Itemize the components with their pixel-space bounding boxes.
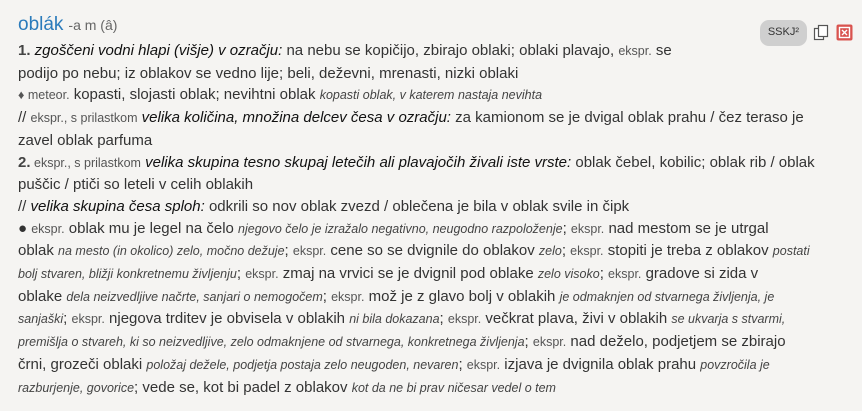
entry-line bbox=[18, 308, 844, 331]
explanation: povzročila je bbox=[700, 357, 770, 372]
usage-label: ekspr. bbox=[532, 335, 567, 350]
entry-line bbox=[18, 377, 844, 400]
entry-line bbox=[18, 84, 844, 107]
entry-line bbox=[18, 152, 844, 175]
example-text: kopasti, slojasti oblak; nevihtni oblak bbox=[69, 86, 320, 104]
example-text: podijo po nebu; iz oblakov se vedno lije; beli, deževni, mrenasti, nizki oblaki bbox=[18, 64, 519, 82]
example-text: ; bbox=[63, 310, 72, 328]
example-text: oblak bbox=[18, 242, 59, 260]
example-text: črni, grozeči oblaki bbox=[18, 355, 147, 373]
example-text: // bbox=[18, 109, 31, 127]
explanation: razburjenje, govorice bbox=[18, 380, 135, 395]
usage-label: ekspr. bbox=[245, 267, 279, 282]
example-text: ; bbox=[322, 287, 332, 305]
headword[interactable]: oblák bbox=[18, 14, 64, 35]
example-text: // bbox=[18, 197, 31, 215]
entry-line bbox=[18, 63, 844, 85]
explanation: postati bbox=[772, 244, 810, 259]
entry-line bbox=[18, 240, 844, 263]
example-text: večkrat plava, živi v oblakih bbox=[481, 310, 672, 328]
example-text: izjava je dvignila oblak prahu bbox=[500, 355, 701, 373]
entry-line bbox=[18, 40, 844, 63]
usage-label: ekspr. bbox=[331, 289, 365, 304]
example-text: cene so se dvignile do oblakov bbox=[326, 242, 539, 260]
explanation: je odmaknjen od stvarnega življenja, je bbox=[559, 289, 775, 304]
entry-line bbox=[18, 354, 844, 377]
explanation: njegovo čelo je izražalo negativno, neugodno razpoloženje bbox=[238, 221, 563, 236]
explanation: sanjaški bbox=[18, 312, 64, 327]
usage-label: ekspr. bbox=[570, 221, 605, 236]
close-icon[interactable] bbox=[836, 24, 853, 41]
example-text: ; bbox=[561, 242, 571, 260]
definition: velika skupina tesno skupaj letečih ali plavajočih živali iste vrste: bbox=[140, 153, 572, 171]
entry-line bbox=[18, 130, 844, 152]
entry-line bbox=[18, 331, 844, 354]
example-text: oblak mu je legel na čelo bbox=[64, 219, 239, 237]
entry-line bbox=[18, 218, 844, 241]
usage-label: ♦ meteor. bbox=[18, 88, 70, 103]
usage-label: ekspr. bbox=[570, 244, 604, 259]
example-text: ; bbox=[458, 355, 467, 373]
example-text: ; bbox=[439, 310, 448, 328]
example-text: oblak čebel, kobilic; oblak rib / oblak bbox=[571, 153, 815, 171]
usage-label: ekspr. bbox=[466, 357, 501, 372]
entry-body bbox=[18, 40, 844, 399]
explanation: kopasti oblak, v katerem nastaja nevihta bbox=[319, 88, 543, 103]
example-text: se bbox=[651, 42, 672, 59]
example-text: njegova trditev je obvisela v oblakih bbox=[104, 310, 350, 328]
example-text: ; bbox=[599, 265, 609, 283]
explanation: bolj stvaren, bližji konkretnemu življenju bbox=[18, 267, 237, 282]
definition: velika količina, množina delcev česa v ozračju: bbox=[137, 109, 451, 127]
entry-line bbox=[18, 174, 844, 196]
example-text: ; bbox=[284, 242, 293, 260]
example-text: za kamionom se je dvigal oblak prahu / čez teraso je bbox=[450, 109, 804, 127]
source-badge[interactable]: SSKJ² bbox=[760, 20, 807, 46]
explanation: dela neizvedljive načrte, sanjari o nemogočem bbox=[66, 289, 323, 304]
example-text: ; bbox=[236, 265, 246, 283]
explanation: na mesto (in okolico) zelo, močno dežuje bbox=[58, 244, 285, 259]
explanation: premišlja o stvareh, ki so neizvedljive, zelo odmaknjene od stvarnega, konkretnega življenja bbox=[18, 335, 525, 350]
example-text: ; vede se, kot bi padel z oblakov bbox=[134, 378, 352, 396]
entry-header bbox=[18, 14, 844, 40]
example-text: zavel oblak parfuma bbox=[18, 131, 153, 149]
example-text: odkrili so nov oblak zvezd / oblečena je bila v oblak svile in čipk bbox=[204, 197, 630, 215]
copy-icon[interactable] bbox=[813, 24, 830, 41]
example-text: na nebu se kopičijo, zbirajo oblaki; oblaki plavajo, bbox=[282, 42, 619, 59]
example-text: oblake bbox=[18, 287, 67, 305]
explanation: se ukvarja s stvarmi, bbox=[671, 312, 786, 327]
explanation: zelo bbox=[538, 244, 562, 259]
explanation: kot da ne bi prav ničesar vedel o tem bbox=[351, 380, 556, 395]
example-text: stopiti je treba z oblakov bbox=[603, 242, 773, 260]
example-text: mož je z glavo bolj v oblakih bbox=[364, 287, 560, 305]
explanation: zelo visoko bbox=[537, 267, 600, 282]
usage-label: ekspr. bbox=[447, 312, 482, 327]
example-text: ; bbox=[562, 219, 571, 237]
entry-line bbox=[18, 263, 844, 286]
example-text: nad deželo, podjetjem se zbirajo bbox=[566, 333, 786, 351]
usage-label: ekspr., s prilastkom bbox=[30, 111, 138, 126]
usage-label: ekspr. bbox=[31, 221, 65, 236]
entry-line bbox=[18, 107, 844, 130]
example-text: nad mestom se je utrgal bbox=[604, 219, 769, 237]
usage-label: ekspr. bbox=[618, 44, 652, 58]
usage-label: ekspr., s prilastkom bbox=[30, 155, 141, 170]
usage-label: ekspr. bbox=[71, 312, 105, 327]
entry-line bbox=[18, 286, 844, 309]
usage-label: ekspr. bbox=[292, 244, 327, 259]
definition: velika skupina česa sploh: bbox=[30, 197, 205, 215]
explanation: ni bila dokazana bbox=[349, 312, 440, 327]
explanation: položaj dežele, podjetja postaja zelo neugoden, nevaren bbox=[146, 357, 459, 372]
sense-number: 1. bbox=[18, 42, 31, 59]
example-text: gradove si zida v bbox=[641, 265, 759, 283]
sense-number: 2. bbox=[18, 153, 31, 171]
example-text: puščic / ptiči so leteli v celih oblakih bbox=[18, 176, 254, 194]
example-text: ● bbox=[18, 219, 32, 237]
entry-line bbox=[18, 196, 844, 218]
entry-tools bbox=[760, 20, 853, 46]
grammar-info: -a m (â) bbox=[68, 17, 118, 33]
usage-label: ekspr. bbox=[608, 267, 642, 282]
definition: zgoščeni vodni hlapi (višje) v ozračju: bbox=[30, 42, 283, 59]
example-text: zmaj na vrvici se je dvignil pod oblake bbox=[278, 265, 538, 283]
example-text: ; bbox=[524, 333, 533, 351]
